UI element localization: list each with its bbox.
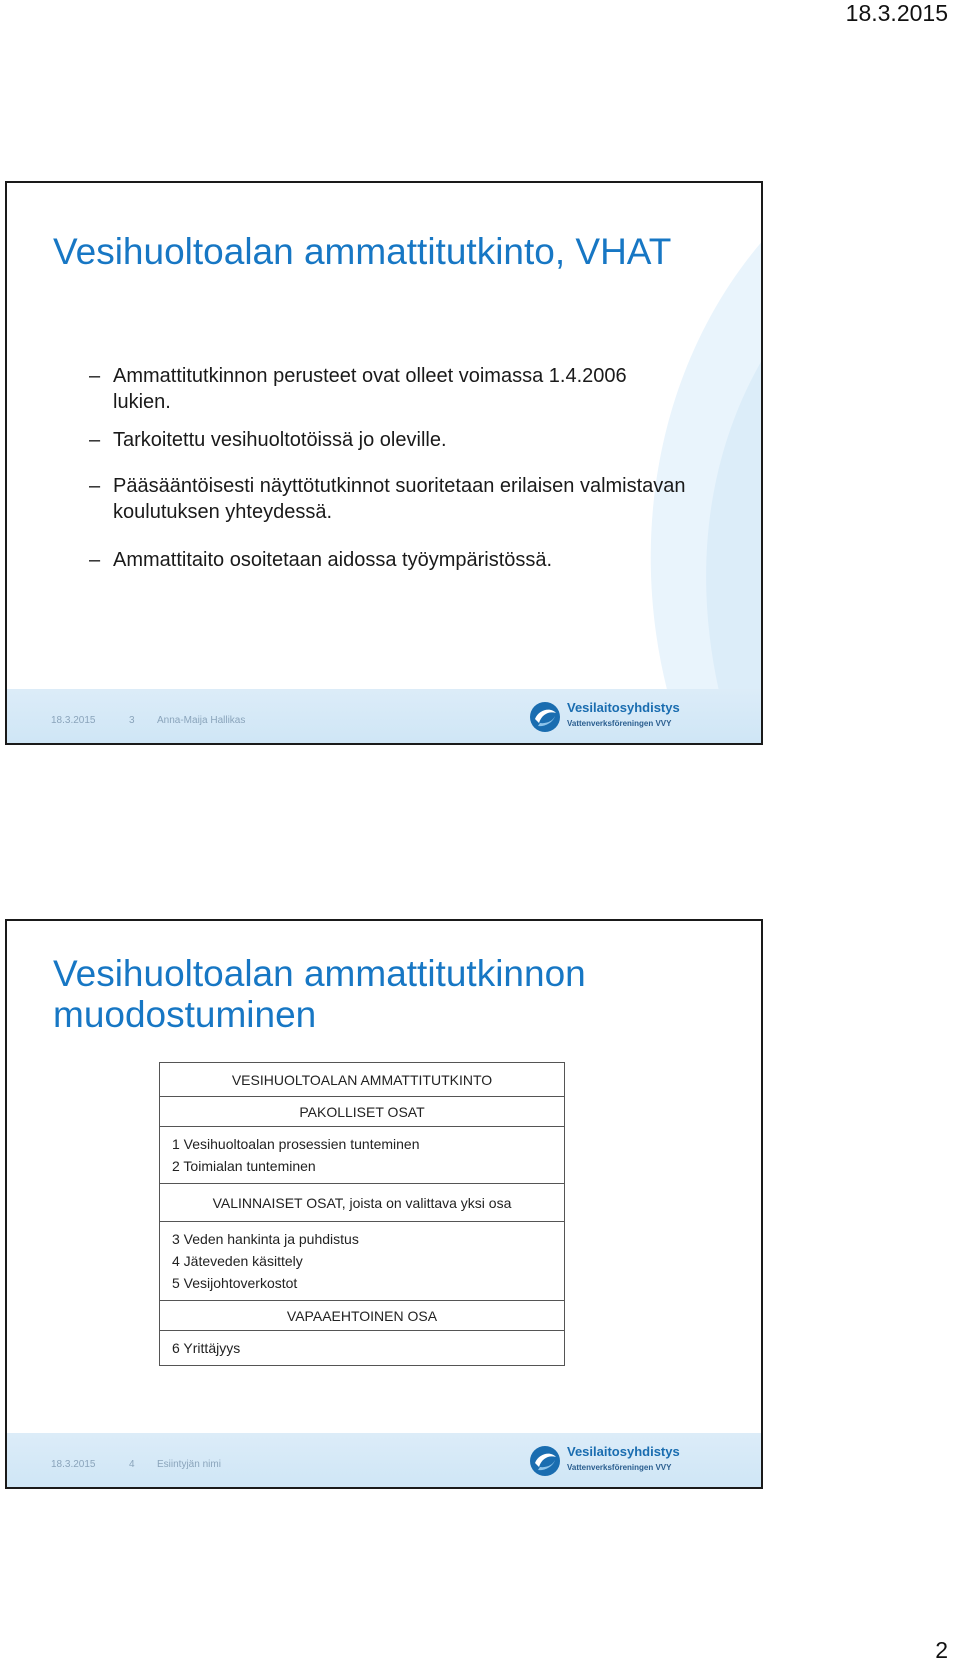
- bullet-dash: –: [89, 549, 101, 571]
- slide-4: [5, 919, 763, 1489]
- logo-name: Vesilaitosyhdistys: [567, 1444, 680, 1459]
- list-item: 3 Veden hankinta ja puhdistus: [172, 1231, 359, 1247]
- footer-date: 18.3.2015: [51, 1459, 96, 1470]
- optional-header-row: [160, 1184, 564, 1222]
- footer-slide-number: 3: [129, 715, 135, 726]
- optional-header: VALINNAISET OSAT, joista on valittava yksi osa: [212, 1195, 512, 1211]
- table-title-row: [160, 1063, 564, 1097]
- page-date: 18.3.2015: [845, 0, 948, 26]
- slide-title: Vesihuoltoalan ammattitutkinnon muodostuminen: [53, 953, 586, 1035]
- logo-subtitle: Vattenverksföreningen VVY: [567, 719, 672, 728]
- bullet-item: [89, 473, 689, 525]
- footer-date: 18.3.2015: [51, 715, 96, 726]
- optional-items-row: [160, 1222, 564, 1301]
- footer-slide-number: 4: [129, 1459, 135, 1470]
- bullet-text: Ammattitaito osoitetaan aidossa työympäristössä.: [113, 549, 553, 571]
- mandatory-header: PAKOLLISET OSAT: [299, 1104, 425, 1120]
- mandatory-header-row: [160, 1097, 564, 1127]
- list-item: 1 Vesihuoltoalan prosessien tunteminen: [172, 1136, 420, 1152]
- page-number: 2: [935, 1637, 948, 1663]
- bullet-item: [89, 547, 689, 573]
- bullet-dash: –: [89, 429, 101, 451]
- logo-name: Vesilaitosyhdistys: [567, 700, 680, 715]
- slide-title: Vesihuoltoalan ammattitutkinto, VHAT: [53, 231, 672, 272]
- footer-author: Anna-Maija Hallikas: [157, 715, 246, 726]
- vvy-logo: [529, 1443, 679, 1479]
- bullet-item: [89, 427, 689, 453]
- list-item: 5 Vesijohtoverkostot: [172, 1275, 298, 1291]
- list-item: 4 Jäteveden käsittely: [172, 1253, 303, 1269]
- free-items-row: [160, 1331, 564, 1365]
- qualification-structure-table: [159, 1062, 565, 1366]
- slide-3: [5, 181, 763, 745]
- bullet-text: Pääsääntöisesti näyttötutkinnot suoritetaan erilaisen valmistavan koulutuksen yhteydessä.: [113, 475, 686, 523]
- free-header-row: [160, 1301, 564, 1331]
- water-drop-icon: [529, 701, 561, 733]
- bullet-item: [89, 363, 689, 415]
- bullet-text: Ammattitutkinnon perusteet ovat olleet voimassa 1.4.2006 lukien.: [113, 365, 627, 413]
- water-drop-icon: [529, 1445, 561, 1477]
- footer-author: Esiintyjän nimi: [157, 1459, 221, 1470]
- mandatory-items-row: [160, 1127, 564, 1184]
- vvy-logo: [529, 699, 679, 735]
- bullet-dash: –: [89, 365, 101, 387]
- logo-subtitle: Vattenverksföreningen VVY: [567, 1463, 672, 1472]
- bullet-text: Tarkoitettu vesihuoltotöissä jo oleville.: [113, 429, 447, 451]
- free-header: VAPAAEHTOINEN OSA: [286, 1308, 438, 1324]
- bullet-list: [89, 363, 689, 583]
- list-item: 2 Toimialan tunteminen: [172, 1158, 316, 1174]
- bullet-dash: –: [89, 475, 101, 497]
- list-item: 6 Yrittäjyys: [172, 1340, 241, 1356]
- table-title: VESIHUOLTOALAN AMMATTITUTKINTO: [231, 1072, 493, 1088]
